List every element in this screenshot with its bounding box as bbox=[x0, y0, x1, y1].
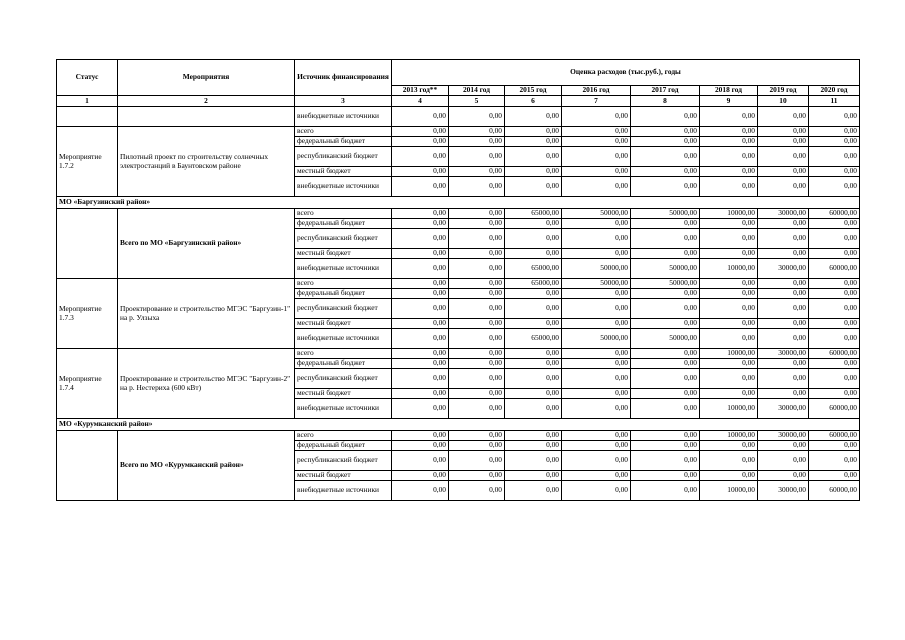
value-cell: 0,00 bbox=[631, 107, 700, 127]
budget-table bbox=[56, 59, 860, 501]
value-cell: 50000,00 bbox=[562, 259, 631, 279]
source-cell: всего bbox=[295, 279, 392, 289]
value-cell: 30000,00 bbox=[758, 209, 809, 219]
value-cell: 0,00 bbox=[505, 481, 562, 501]
value-cell: 0,00 bbox=[505, 137, 562, 147]
value-cell: 0,00 bbox=[449, 147, 505, 167]
value-cell: 0,00 bbox=[631, 431, 700, 441]
value-cell: 0,00 bbox=[562, 229, 631, 249]
value-cell: 0,00 bbox=[631, 127, 700, 137]
source-cell: местный бюджет bbox=[295, 249, 392, 259]
value-cell: 0,00 bbox=[449, 259, 505, 279]
header-year: 2018 год bbox=[700, 86, 758, 96]
value-cell: 0,00 bbox=[758, 329, 809, 349]
value-cell: 0,00 bbox=[505, 359, 562, 369]
column-number: 8 bbox=[631, 96, 700, 107]
value-cell: 0,00 bbox=[449, 451, 505, 471]
value-cell: 0,00 bbox=[449, 319, 505, 329]
event-cell bbox=[118, 107, 295, 127]
value-cell: 0,00 bbox=[449, 249, 505, 259]
value-cell: 0,00 bbox=[631, 369, 700, 389]
value-cell: 30000,00 bbox=[758, 481, 809, 501]
value-cell: 0,00 bbox=[700, 147, 758, 167]
value-cell: 0,00 bbox=[449, 279, 505, 289]
value-cell: 65000,00 bbox=[505, 209, 562, 219]
source-cell: федеральный бюджет bbox=[295, 219, 392, 229]
value-cell: 0,00 bbox=[809, 389, 860, 399]
value-cell: 0,00 bbox=[449, 329, 505, 349]
value-cell: 0,00 bbox=[392, 299, 449, 319]
value-cell: 30000,00 bbox=[758, 431, 809, 441]
value-cell: 0,00 bbox=[631, 399, 700, 419]
table-row bbox=[57, 209, 860, 219]
value-cell: 0,00 bbox=[758, 451, 809, 471]
value-cell: 0,00 bbox=[392, 219, 449, 229]
value-cell: 0,00 bbox=[449, 359, 505, 369]
value-cell: 0,00 bbox=[700, 359, 758, 369]
value-cell: 0,00 bbox=[562, 359, 631, 369]
header-year: 2015 год bbox=[505, 86, 562, 96]
table-row bbox=[57, 279, 860, 289]
value-cell: 0,00 bbox=[449, 431, 505, 441]
value-cell: 0,00 bbox=[505, 431, 562, 441]
value-cell: 0,00 bbox=[505, 399, 562, 419]
value-cell: 0,00 bbox=[449, 209, 505, 219]
value-cell: 0,00 bbox=[392, 389, 449, 399]
column-number: 1 bbox=[57, 96, 118, 107]
value-cell: 0,00 bbox=[392, 147, 449, 167]
column-number: 11 bbox=[809, 96, 860, 107]
value-cell: 0,00 bbox=[505, 107, 562, 127]
value-cell: 0,00 bbox=[562, 431, 631, 441]
value-cell: 0,00 bbox=[562, 137, 631, 147]
value-cell: 0,00 bbox=[562, 451, 631, 471]
source-cell: местный бюджет bbox=[295, 319, 392, 329]
header-year: 2017 год bbox=[631, 86, 700, 96]
value-cell: 10000,00 bbox=[700, 259, 758, 279]
source-cell: всего bbox=[295, 349, 392, 359]
value-cell: 65000,00 bbox=[505, 329, 562, 349]
value-cell: 0,00 bbox=[758, 137, 809, 147]
value-cell: 0,00 bbox=[449, 471, 505, 481]
source-cell: федеральный бюджет bbox=[295, 359, 392, 369]
header-cost: Оценка расходов (тыс.руб.), годы bbox=[392, 60, 860, 86]
value-cell: 0,00 bbox=[809, 359, 860, 369]
value-cell: 0,00 bbox=[809, 279, 860, 289]
value-cell: 0,00 bbox=[505, 289, 562, 299]
value-cell: 0,00 bbox=[505, 389, 562, 399]
value-cell: 0,00 bbox=[758, 471, 809, 481]
source-cell: федеральный бюджет bbox=[295, 441, 392, 451]
value-cell: 0,00 bbox=[562, 249, 631, 259]
source-cell: республиканский бюджет bbox=[295, 229, 392, 249]
status-cell: Мероприятие 1.7.4 bbox=[57, 349, 118, 419]
value-cell: 0,00 bbox=[809, 137, 860, 147]
value-cell: 0,00 bbox=[449, 127, 505, 137]
value-cell: 0,00 bbox=[392, 349, 449, 359]
value-cell: 0,00 bbox=[505, 471, 562, 481]
value-cell: 0,00 bbox=[809, 219, 860, 229]
value-cell: 0,00 bbox=[631, 289, 700, 299]
column-number: 3 bbox=[295, 96, 392, 107]
source-cell: всего bbox=[295, 127, 392, 137]
value-cell: 50000,00 bbox=[562, 329, 631, 349]
event-cell: Проектирование и строительство МГЭС "Баргузин-1" на р. Улзыха bbox=[118, 279, 295, 349]
value-cell: 0,00 bbox=[758, 177, 809, 197]
source-cell: внебюджетные источники bbox=[295, 329, 392, 349]
status-cell: Мероприятие 1.7.2 bbox=[57, 127, 118, 197]
event-cell: Проектирование и строительство МГЭС "Баргузин-2" на р. Нестериха (600 кВт) bbox=[118, 349, 295, 419]
value-cell: 0,00 bbox=[700, 177, 758, 197]
value-cell: 0,00 bbox=[449, 229, 505, 249]
event-cell: Пилотный проект по строительству солнечных электростанций в Баунтовском районе bbox=[118, 127, 295, 197]
value-cell: 0,00 bbox=[758, 167, 809, 177]
value-cell: 0,00 bbox=[758, 249, 809, 259]
value-cell: 0,00 bbox=[758, 299, 809, 319]
value-cell: 0,00 bbox=[392, 259, 449, 279]
value-cell: 0,00 bbox=[631, 319, 700, 329]
value-cell: 0,00 bbox=[562, 389, 631, 399]
value-cell: 0,00 bbox=[700, 369, 758, 389]
value-cell: 0,00 bbox=[505, 147, 562, 167]
table-row bbox=[57, 431, 860, 441]
value-cell: 0,00 bbox=[758, 319, 809, 329]
value-cell: 0,00 bbox=[392, 319, 449, 329]
value-cell: 0,00 bbox=[809, 107, 860, 127]
source-cell: республиканский бюджет bbox=[295, 451, 392, 471]
value-cell: 0,00 bbox=[700, 289, 758, 299]
header-year: 2019 год bbox=[758, 86, 809, 96]
source-cell: республиканский бюджет bbox=[295, 299, 392, 319]
value-cell: 0,00 bbox=[505, 319, 562, 329]
value-cell: 0,00 bbox=[449, 299, 505, 319]
source-cell: внебюджетные источники bbox=[295, 399, 392, 419]
value-cell: 0,00 bbox=[505, 229, 562, 249]
value-cell: 0,00 bbox=[449, 399, 505, 419]
value-cell: 0,00 bbox=[562, 127, 631, 137]
value-cell: 0,00 bbox=[449, 349, 505, 359]
value-cell: 0,00 bbox=[758, 279, 809, 289]
value-cell: 0,00 bbox=[809, 299, 860, 319]
value-cell: 0,00 bbox=[809, 471, 860, 481]
source-cell: всего bbox=[295, 431, 392, 441]
value-cell: 0,00 bbox=[809, 147, 860, 167]
value-cell: 65000,00 bbox=[505, 279, 562, 289]
value-cell: 0,00 bbox=[758, 289, 809, 299]
value-cell: 0,00 bbox=[392, 431, 449, 441]
value-cell: 10000,00 bbox=[700, 431, 758, 441]
value-cell: 0,00 bbox=[505, 349, 562, 359]
source-cell: всего bbox=[295, 209, 392, 219]
value-cell: 0,00 bbox=[700, 441, 758, 451]
value-cell: 0,00 bbox=[392, 359, 449, 369]
value-cell: 0,00 bbox=[700, 389, 758, 399]
value-cell: 0,00 bbox=[631, 147, 700, 167]
source-cell: внебюджетные источники bbox=[295, 177, 392, 197]
value-cell: 0,00 bbox=[809, 369, 860, 389]
value-cell: 30000,00 bbox=[758, 399, 809, 419]
table-row bbox=[57, 107, 860, 127]
value-cell: 0,00 bbox=[449, 219, 505, 229]
value-cell: 0,00 bbox=[631, 441, 700, 451]
value-cell: 0,00 bbox=[631, 471, 700, 481]
value-cell: 0,00 bbox=[392, 369, 449, 389]
value-cell: 0,00 bbox=[562, 177, 631, 197]
event-cell: Всего по МО «Баргузинский район» bbox=[118, 209, 295, 279]
status-cell: Мероприятие 1.7.3 bbox=[57, 279, 118, 349]
value-cell: 0,00 bbox=[631, 349, 700, 359]
column-number: 7 bbox=[562, 96, 631, 107]
value-cell: 0,00 bbox=[700, 249, 758, 259]
column-number: 10 bbox=[758, 96, 809, 107]
column-number: 2 bbox=[118, 96, 295, 107]
value-cell: 0,00 bbox=[392, 209, 449, 219]
value-cell: 0,00 bbox=[392, 399, 449, 419]
value-cell: 0,00 bbox=[700, 167, 758, 177]
value-cell: 0,00 bbox=[449, 177, 505, 197]
value-cell: 0,00 bbox=[505, 177, 562, 197]
value-cell: 0,00 bbox=[449, 481, 505, 501]
value-cell: 50000,00 bbox=[631, 259, 700, 279]
value-cell: 0,00 bbox=[758, 107, 809, 127]
header-source: Источник финансирования bbox=[295, 60, 392, 96]
value-cell: 0,00 bbox=[392, 451, 449, 471]
value-cell: 0,00 bbox=[562, 167, 631, 177]
header-year: 2013 год** bbox=[392, 86, 449, 96]
value-cell: 0,00 bbox=[809, 319, 860, 329]
value-cell: 0,00 bbox=[505, 451, 562, 471]
value-cell: 10000,00 bbox=[700, 209, 758, 219]
value-cell: 0,00 bbox=[449, 441, 505, 451]
source-cell: местный бюджет bbox=[295, 167, 392, 177]
value-cell: 0,00 bbox=[700, 229, 758, 249]
value-cell: 0,00 bbox=[758, 229, 809, 249]
value-cell: 60000,00 bbox=[809, 349, 860, 359]
value-cell: 0,00 bbox=[505, 167, 562, 177]
value-cell: 0,00 bbox=[562, 147, 631, 167]
value-cell: 10000,00 bbox=[700, 481, 758, 501]
value-cell: 0,00 bbox=[809, 249, 860, 259]
column-number: 9 bbox=[700, 96, 758, 107]
value-cell: 0,00 bbox=[809, 167, 860, 177]
section-row bbox=[57, 419, 860, 431]
value-cell: 0,00 bbox=[758, 219, 809, 229]
value-cell: 0,00 bbox=[562, 369, 631, 389]
value-cell: 0,00 bbox=[562, 107, 631, 127]
value-cell: 50000,00 bbox=[631, 279, 700, 289]
value-cell: 60000,00 bbox=[809, 209, 860, 219]
value-cell: 0,00 bbox=[505, 369, 562, 389]
value-cell: 0,00 bbox=[700, 127, 758, 137]
value-cell: 0,00 bbox=[758, 369, 809, 389]
value-cell: 0,00 bbox=[449, 289, 505, 299]
value-cell: 0,00 bbox=[392, 107, 449, 127]
table-row bbox=[57, 127, 860, 137]
value-cell: 0,00 bbox=[700, 299, 758, 319]
value-cell: 0,00 bbox=[392, 441, 449, 451]
value-cell: 0,00 bbox=[449, 167, 505, 177]
value-cell: 0,00 bbox=[392, 137, 449, 147]
source-cell: внебюджетные источники bbox=[295, 107, 392, 127]
source-cell: местный бюджет bbox=[295, 389, 392, 399]
value-cell: 0,00 bbox=[449, 107, 505, 127]
value-cell: 0,00 bbox=[562, 481, 631, 501]
value-cell: 0,00 bbox=[700, 471, 758, 481]
value-cell: 0,00 bbox=[631, 177, 700, 197]
value-cell: 0,00 bbox=[562, 349, 631, 359]
column-number: 5 bbox=[449, 96, 505, 107]
source-cell: республиканский бюджет bbox=[295, 369, 392, 389]
value-cell: 0,00 bbox=[392, 481, 449, 501]
value-cell: 50000,00 bbox=[631, 329, 700, 349]
value-cell: 0,00 bbox=[700, 137, 758, 147]
value-cell: 0,00 bbox=[700, 319, 758, 329]
value-cell: 0,00 bbox=[392, 329, 449, 349]
value-cell: 0,00 bbox=[631, 219, 700, 229]
value-cell: 0,00 bbox=[505, 441, 562, 451]
header-year: 2016 год bbox=[562, 86, 631, 96]
value-cell: 0,00 bbox=[758, 127, 809, 137]
value-cell: 0,00 bbox=[700, 451, 758, 471]
value-cell: 0,00 bbox=[631, 249, 700, 259]
column-number: 4 bbox=[392, 96, 449, 107]
value-cell: 0,00 bbox=[392, 167, 449, 177]
value-cell: 0,00 bbox=[562, 289, 631, 299]
source-cell: внебюджетные источники bbox=[295, 259, 392, 279]
value-cell: 0,00 bbox=[809, 329, 860, 349]
value-cell: 0,00 bbox=[392, 471, 449, 481]
event-cell: Всего по МО «Курумканский район» bbox=[118, 431, 295, 501]
value-cell: 0,00 bbox=[700, 279, 758, 289]
value-cell: 0,00 bbox=[392, 127, 449, 137]
header-year: 2020 год bbox=[809, 86, 860, 96]
value-cell: 0,00 bbox=[631, 299, 700, 319]
table-row bbox=[57, 349, 860, 359]
header-event: Мероприятия bbox=[118, 60, 295, 96]
value-cell: 10000,00 bbox=[700, 349, 758, 359]
value-cell: 0,00 bbox=[700, 329, 758, 349]
value-cell: 0,00 bbox=[809, 229, 860, 249]
column-number: 6 bbox=[505, 96, 562, 107]
section-title: МО «Баргузинский район» bbox=[57, 197, 860, 209]
value-cell: 0,00 bbox=[562, 399, 631, 419]
value-cell: 60000,00 bbox=[809, 399, 860, 419]
value-cell: 0,00 bbox=[449, 137, 505, 147]
value-cell: 0,00 bbox=[809, 177, 860, 197]
source-cell: местный бюджет bbox=[295, 471, 392, 481]
section-title: МО «Курумканский район» bbox=[57, 419, 860, 431]
value-cell: 0,00 bbox=[392, 229, 449, 249]
value-cell: 0,00 bbox=[392, 279, 449, 289]
source-cell: республиканский бюджет bbox=[295, 147, 392, 167]
value-cell: 0,00 bbox=[562, 299, 631, 319]
value-cell: 0,00 bbox=[505, 249, 562, 259]
value-cell: 60000,00 bbox=[809, 431, 860, 441]
value-cell: 0,00 bbox=[631, 359, 700, 369]
status-cell bbox=[57, 107, 118, 127]
value-cell: 0,00 bbox=[449, 369, 505, 389]
source-cell: внебюджетные источники bbox=[295, 481, 392, 501]
value-cell: 60000,00 bbox=[809, 481, 860, 501]
value-cell: 50000,00 bbox=[562, 209, 631, 219]
value-cell: 0,00 bbox=[631, 229, 700, 249]
value-cell: 0,00 bbox=[631, 167, 700, 177]
header-year: 2014 год bbox=[449, 86, 505, 96]
value-cell: 0,00 bbox=[631, 451, 700, 471]
value-cell: 0,00 bbox=[809, 451, 860, 471]
status-cell bbox=[57, 209, 118, 279]
value-cell: 0,00 bbox=[758, 147, 809, 167]
value-cell: 0,00 bbox=[562, 219, 631, 229]
status-cell bbox=[57, 431, 118, 501]
value-cell: 65000,00 bbox=[505, 259, 562, 279]
value-cell: 0,00 bbox=[449, 389, 505, 399]
value-cell: 0,00 bbox=[562, 319, 631, 329]
value-cell: 0,00 bbox=[809, 289, 860, 299]
value-cell: 50000,00 bbox=[631, 209, 700, 219]
value-cell: 0,00 bbox=[758, 389, 809, 399]
value-cell: 0,00 bbox=[631, 389, 700, 399]
value-cell: 0,00 bbox=[562, 471, 631, 481]
value-cell: 0,00 bbox=[700, 219, 758, 229]
section-row bbox=[57, 197, 860, 209]
value-cell: 0,00 bbox=[505, 127, 562, 137]
value-cell: 0,00 bbox=[505, 219, 562, 229]
value-cell: 60000,00 bbox=[809, 259, 860, 279]
value-cell: 0,00 bbox=[631, 481, 700, 501]
value-cell: 0,00 bbox=[505, 299, 562, 319]
value-cell: 0,00 bbox=[392, 289, 449, 299]
value-cell: 0,00 bbox=[562, 441, 631, 451]
value-cell: 0,00 bbox=[809, 127, 860, 137]
source-cell: федеральный бюджет bbox=[295, 289, 392, 299]
value-cell: 0,00 bbox=[758, 441, 809, 451]
value-cell: 0,00 bbox=[392, 249, 449, 259]
value-cell: 0,00 bbox=[392, 177, 449, 197]
value-cell: 10000,00 bbox=[700, 399, 758, 419]
value-cell: 0,00 bbox=[700, 107, 758, 127]
value-cell: 0,00 bbox=[809, 441, 860, 451]
value-cell: 50000,00 bbox=[562, 279, 631, 289]
header-status: Статус bbox=[57, 60, 118, 96]
value-cell: 30000,00 bbox=[758, 259, 809, 279]
value-cell: 30000,00 bbox=[758, 349, 809, 359]
value-cell: 0,00 bbox=[758, 359, 809, 369]
value-cell: 0,00 bbox=[631, 137, 700, 147]
source-cell: федеральный бюджет bbox=[295, 137, 392, 147]
